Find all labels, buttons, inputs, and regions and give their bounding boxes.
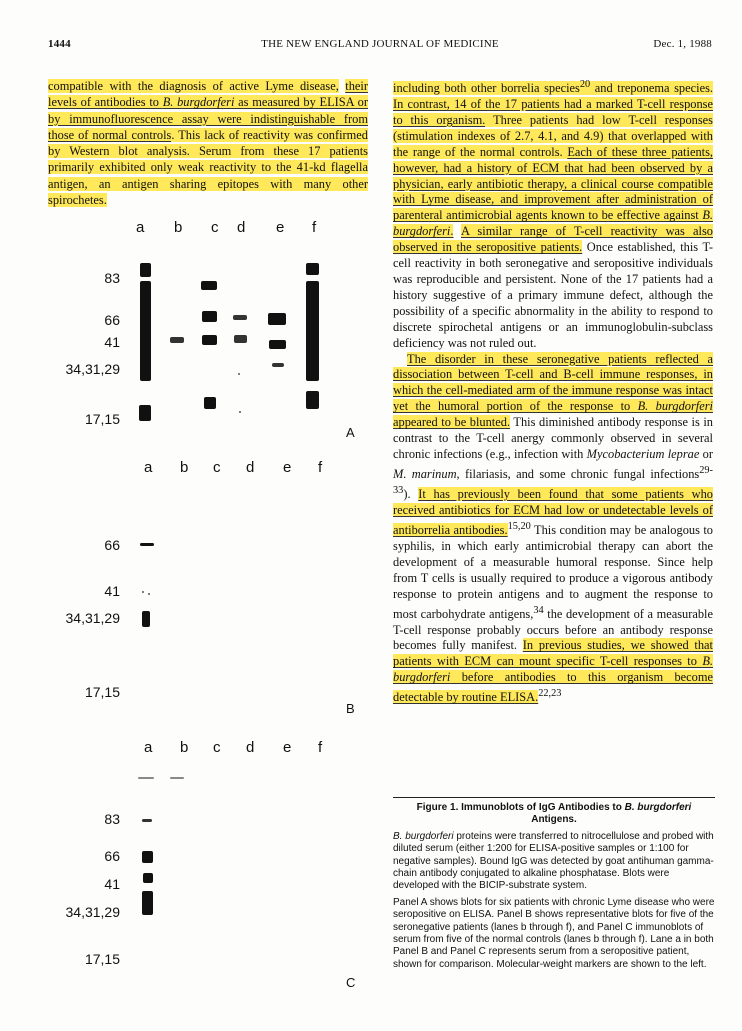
lane-label: b — [180, 739, 189, 756]
page-number: 1444 — [48, 38, 71, 50]
blot-band — [269, 340, 286, 349]
blot-band — [139, 405, 151, 421]
figure-panel-a — [48, 215, 368, 445]
mw-marker: 17,15 — [84, 684, 120, 700]
mw-marker: 41 — [104, 583, 120, 599]
italic-species-name: B. burgdorferi — [624, 802, 692, 813]
citation-superscript: 15,20 — [507, 520, 531, 532]
caption-rule — [393, 797, 715, 798]
lane-label: c — [211, 219, 219, 236]
issue-date: Dec. 1, 1988 — [653, 38, 712, 50]
blot-band — [140, 263, 151, 277]
caption-paragraph — [393, 831, 715, 893]
lane-label: a — [144, 739, 153, 756]
lane-label: f — [312, 219, 317, 236]
citation-superscript: 29-33 — [393, 464, 713, 496]
lane-label: d — [246, 459, 255, 476]
blot-band — [142, 851, 153, 863]
lane-label: d — [237, 219, 246, 236]
mw-marker: 41 — [104, 876, 120, 892]
panel-letter: A — [346, 425, 355, 440]
blot-band — [140, 543, 154, 546]
mw-marker: 34,31,29 — [65, 610, 120, 626]
lane-label: a — [136, 219, 145, 236]
plain-span: This diminished antibody response is in contrast to the T-cell anergy commonly observed in several chronic infections (e.g., infection with — [393, 415, 713, 461]
mw-marker: 66 — [104, 312, 120, 328]
blot-band — [306, 281, 319, 381]
plain-span: Once established, this T-cell reactivity in both seronegative and seropositive individuals was reproducible and persistent. None of the 17 patients had a history suggestive of a primary immune defect, although the possibility of a specific abnormality in the ability to respond to discrete spirochetal antigens or an immunoglobulin-subclass deficiency was not ruled out. — [393, 240, 713, 350]
blot-band — [306, 391, 319, 409]
lane-label: c — [213, 459, 221, 476]
plain-span: or — [699, 446, 714, 461]
lane-label: e — [283, 739, 292, 756]
journal-title: THE NEW ENGLAND JOURNAL OF MEDICINE — [261, 38, 499, 50]
blot-speck — [148, 593, 150, 595]
figure-caption — [393, 797, 715, 975]
right-column-text — [393, 77, 713, 706]
plain-span: ). — [403, 487, 419, 502]
italic-species-name: Mycobacterium leprae — [586, 446, 700, 461]
blot-band — [202, 335, 217, 345]
blot-band — [272, 363, 284, 367]
highlight-span: . This lack of reactivity was confirmed by Western blot analysis. Serum from these 17 patients primarily exhibited only weak reactivity to the 41-kd flagella antigen, an antigen sharing epitopes with many other spirochetes. — [48, 127, 368, 208]
text-span: including both other borrelia species — [393, 81, 580, 96]
citation-superscript: 20 — [579, 79, 591, 90]
plain-span: , filariasis, and some chronic fungal infections — [456, 467, 700, 481]
text-span: Antigens. — [531, 814, 577, 826]
mw-marker: 66 — [104, 537, 120, 553]
highlight-span — [393, 81, 713, 95]
blot-band — [142, 611, 150, 627]
figure-panel-c — [48, 735, 368, 995]
blot-band — [170, 337, 184, 343]
left-paragraph — [48, 78, 368, 208]
lane-label: e — [283, 459, 292, 476]
panel-letter: C — [346, 975, 356, 990]
underlined-span: It has previously been found that some patients who received antibiotics for ECM had low or undetectable levels of antiborrelia antibodies. — [393, 487, 713, 537]
lane-label: f — [318, 459, 323, 476]
text-span: and treponema species. — [590, 81, 713, 96]
blot-band — [143, 873, 153, 883]
text-span: The disorder in these seronegative patients reflected a dissociation between T-cell and B-cell immune responses, in which the cell-mediated arm of the immune response was intact yet the humoral portion of the response to — [393, 351, 713, 414]
italic-species-name: B. burgdorferi — [162, 95, 235, 110]
blot-speck — [238, 373, 240, 375]
text-span: In previous studies, we showed that patients with ECM can mount specific T-cell responses to — [393, 638, 713, 669]
blot-band — [202, 311, 217, 322]
mw-marker: 66 — [104, 848, 120, 864]
highlight-span: compatible with the diagnosis of active Lyme disease, — [48, 79, 339, 93]
mw-marker: 17,15 — [84, 951, 120, 967]
blot-band — [142, 891, 153, 915]
mw-marker: 83 — [104, 811, 120, 827]
right-paragraph-1 — [393, 77, 713, 352]
right-paragraph-2 — [393, 352, 713, 707]
text-span: . — [450, 224, 454, 239]
text-span: as measured by ELISA or by immunofluorescence assay were indistinguishable from those of normal controls — [48, 95, 368, 142]
blot-speck — [239, 411, 241, 413]
lane-label: d — [246, 739, 255, 756]
caption-title — [393, 802, 715, 827]
italic-species-name: B. burgdorferi — [393, 654, 713, 685]
text-span: proteins were transferred to nitrocellulose and probed with diluted serum (either 1:200 for ELISA-positive samples or 1:100 for negative samples). Bound IgG was detected by goat antihuman gamma-chain antibody conjugated to alkaline phosphatase. Blots were developed with the BICIP-substrate system. — [393, 830, 714, 892]
underlined-span: A similar range of T-cell reactivity was also observed in the seropositive patients. — [393, 224, 713, 255]
blot-band — [233, 315, 247, 320]
blot-band — [138, 777, 154, 779]
blot-band — [201, 281, 217, 290]
lane-label: c — [213, 739, 221, 756]
mw-marker: 17,15 — [84, 411, 120, 427]
blot-band — [142, 819, 152, 822]
running-header — [48, 38, 712, 54]
underlined-span: In contrast, 14 of the 17 patients had a marked T-cell response to this organism. — [393, 97, 713, 127]
blot-speck — [142, 591, 144, 593]
blot-band — [268, 313, 286, 325]
figure-panel-b — [48, 455, 368, 715]
text-span: Figure 1. Immunoblots of IgG Antibodies to — [416, 802, 625, 813]
blot-band — [204, 397, 216, 409]
italic-species-name: B. burgdorferi — [393, 830, 454, 842]
citation-superscript: 34 — [533, 604, 544, 616]
mw-marker: 34,31,29 — [65, 904, 120, 920]
text-span: their levels of antibodies to — [48, 79, 368, 110]
mw-marker: 83 — [104, 270, 120, 286]
lane-label: b — [174, 219, 183, 236]
caption-paragraph: Panel A shows blots for six patients with chronic Lyme disease who were seropositive on ELISA. Panel B shows representative blots for five of the seronegative patients (lanes b through f), and Panel C immunoblots of serum from five of the normal controls (lanes b through f). Lane a in both Panel B and Panel C represents serum from a seropositive patient, shown for comparison. Molecular-weight markers are shown to the left. — [393, 896, 715, 970]
lane-label: e — [276, 219, 285, 236]
italic-species-name: M. marinum — [393, 467, 457, 481]
panel-letter: B — [346, 701, 355, 716]
text-span: appeared to be blunted. — [393, 415, 511, 430]
mw-marker: 34,31,29 — [65, 361, 120, 377]
citation-superscript: 22,23 — [538, 688, 562, 700]
blot-band — [140, 281, 151, 381]
plain-span: the development of a measurable T-cell response probably occurs before an antibody response becomes fully manifest. — [393, 606, 713, 653]
mw-marker: 41 — [104, 334, 120, 350]
italic-species-name: B. burgdorferi — [637, 399, 713, 414]
italic-species-name: B. burgdorferi — [393, 208, 713, 239]
lane-label: f — [318, 739, 323, 756]
blot-band — [234, 335, 247, 343]
lane-label: a — [144, 459, 153, 476]
highlight-span: Three patients had low T-cell responses (stimulation indexes of 2.7, 4.1, and 4.9) that overlapped with the range of the normal controls. — [393, 112, 713, 159]
text-span: Each of these three patients, however, had a history of ECM that had been observed by a physician, early antibiotic therapy, a clinical course compatible with Lyme disease, and improvement after administration of parenteral antimicrobial agents known to be effective against — [393, 144, 713, 223]
blot-band — [170, 777, 184, 779]
blot-band — [306, 263, 319, 275]
lane-label: b — [180, 459, 189, 476]
left-column-text — [48, 78, 368, 208]
text-span: before antibodies to this organism become detectable by routine ELISA. — [393, 670, 713, 705]
plain-span: This condition may be analogous to syphilis, in which early antimicrobial therapy can abort the development of a measurable humoral response. Since help from T cells is usually required to produce a vigorous antibody response to protein antigens and to augment the response to most carbohydrate antigens, — [393, 522, 713, 621]
